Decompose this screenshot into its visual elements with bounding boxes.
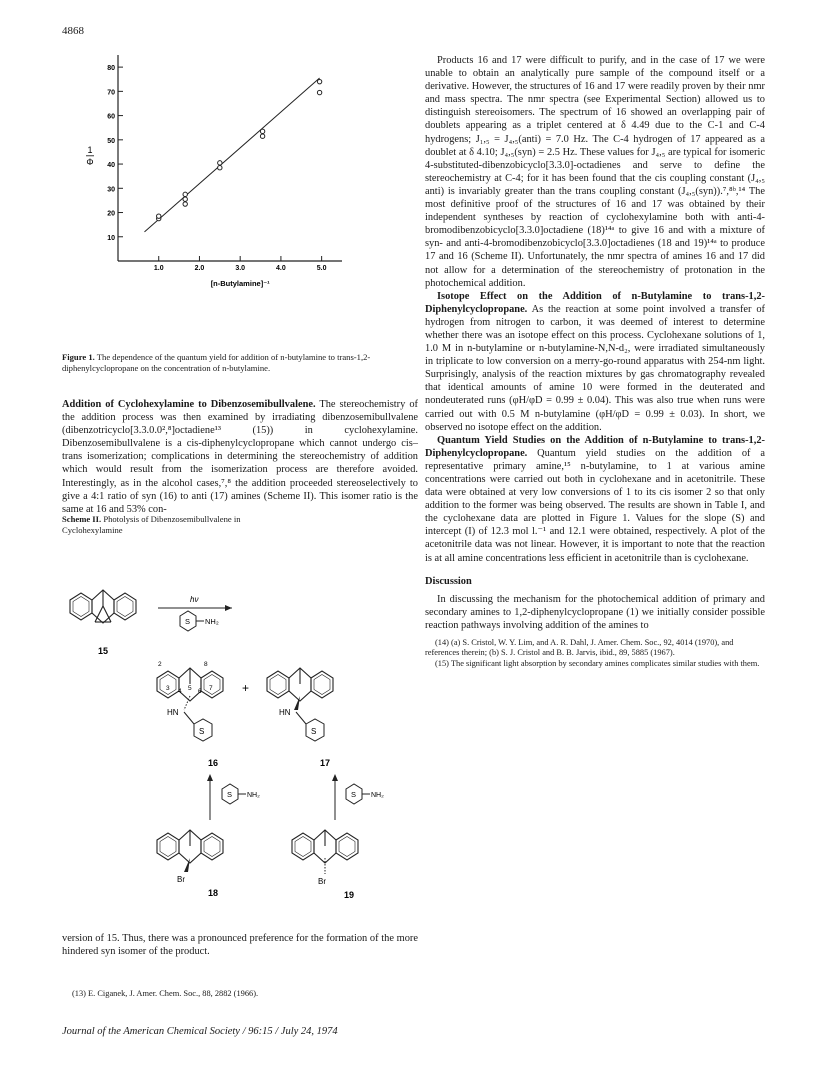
atom-number-2: 2 [158,661,162,668]
y-tick-label: 80 [107,65,115,73]
x-axis-label: [n-Butylamine]⁻¹ [210,279,270,288]
reagent-group-top: NH₂ [205,617,219,626]
compound-15-label: 15 [98,646,109,656]
left-continuation [62,932,418,958]
compound-19-structure [292,830,358,874]
data-point [260,129,264,133]
data-point [157,214,161,218]
right-paragraph-1: Products 16 and 17 were difficult to purify, and in the case of 17 we were unable to obtain an analytically pure sample of the compound itself or a derivative. However, the structures of 16 and 17 were readily proven by their nmr and mass spectra. The nmr spectra (see Experimental Section) allowed us to distinguish stereoisomers. The spectrum of 16 showed an overlapping pair of doublets appearing as a triplet centered at δ 4.49 due to the C-1 and C-4 hydrogens; J₁,₅ = J₄,₅(anti) = 7.0 Hz. The C-4 hydrogen of 17 appeared as a doublet at δ 4.10; J₄,₅(syn) = 2.5 Hz. These values for J₄,₅ are typical for isomeric 4-substituted-dibenzobicyclo[3.3.0]-octadienes and serve to define the stereochemistry at C-4; for it has been found that the cis coupling constant (J₄,₅ anti) is invariably greater than the trans coupling constant (J₄,₅(syn)).⁷,⁸ᵇ,¹⁴ The most definitive proof of the structures of 16 and 17 was obtained by their independent syntheses by reaction of cyclohexylamine both with anti-4-bromodibenzobicyclo[3.3.0]octadiene (18)¹⁴ᵃ to give 16 and with a mixture of syn- and anti-4-bromodibenzobicyclo[3.3.0]octadienes (18 and 19)¹⁴ᵃ to produce 17 and 16 (Scheme II). Unfortunately, the nmr spectra of amines 16 and 17 did not allow for a determination of the stereochemistry of protonation in the photochemical addition. [425,55,765,289]
compound-15-structure [70,590,136,623]
br-label-18: Br [177,875,185,884]
atom-number-4: 4 [178,688,182,695]
atom-number-3: 3 [166,685,170,692]
footnote-15: (15) The significant light absorption by secondary amines complicates similar studies with them. [435,658,760,668]
compound-19-label: 19 [344,890,355,900]
right-paragraph-2: As the reaction at some point involved a transfer of hydrogen from nitrogen to carbon, it was deemed of interest to determine whether there was an isotope effect on this process. Cyclohexane solutions of 1, 1.0 M in n-butylamine or n-butylamine-N,N-d₂, were irradiated simultaneously in triplicate to low conversion on a merry-go-round apparatus with 254-nm light. Surprisingly, analysis of the reaction mixtures by gas chromatography revealed that identical amounts of amine 10 were formed in the deuterated and nondeuterated runs (φH/φD = 0.99 ± 0.04). This was also true when runs were carried out with 0.5 M n-butylamine (φH/φD = 0.99 ± 0.03). In short, we observed no isotope effect on the addition. [425,303,766,433]
y-tick-label: 50 [107,137,115,145]
x-tick-label: 3.0 [235,265,246,272]
ring-s-label-16: S [199,727,205,736]
atom-number-7: 7 [209,685,213,692]
data-point [317,90,321,94]
data-point [183,197,187,201]
scheme-2-title-line2: Cyclohexylamine [62,524,123,535]
figure-1-chart [62,55,362,345]
footnote-14: (14) (a) S. Cristol, W. Y. Lim, and A. R. Dahl, J. Amer. Chem. Soc., 92, 4014 (1970), and references therein; (b) S. J. Cristol and B. B. Jarvis, ibid., 89, 5885 (1967). [425,638,734,658]
data-point [218,165,222,169]
data-point [183,192,187,196]
data-point [260,134,264,138]
footnote-13 [62,989,418,999]
compound-17-label: 17 [320,758,331,768]
y-tick-label: 70 [107,89,115,97]
reaction-arrowhead [225,605,232,611]
right-column [425,54,765,669]
x-tick-label: 5.0 [316,265,327,272]
y-axis-label-numerator: 1 [87,144,93,155]
scheme-2-title-line1: Photolysis of Dibenzosemibullvalene in [103,514,241,524]
figure-1-caption [62,352,418,373]
figure-1-label: Figure 1. [62,352,95,362]
plus-sign: + [242,681,250,695]
compound-18-structure [157,830,223,872]
left-continuation-text: version of 15. Thus, there was a pronounced preference for the formation of the more hindered syn isomer of the product. [62,933,418,958]
br-label-19: Br [318,877,326,886]
atom-number-6: 6 [198,688,202,695]
atom-number-5: 5 [188,685,192,692]
data-point [218,161,222,165]
reagent-group-right: NH₂ [371,792,384,799]
section-text-cyclohexylamine: The stereochemistry of the addition process was then examined by irradiating dibenzosemibullvalene (dibenzotricyclo[3.3.0.0²,⁸]octadiene¹³ (15)) in cyclohexylamine. Dibenzosemibullvalene is a cis-diphenylcyclopropane which cannot undergo cis–trans isomerization; complications in determining the stereochemistry of addition which would result from the isomerization process are therefore avoided. Interestingly, as in the alcohol cases,⁷,⁸ the addition proceeded stereoselectively to give a 4:1 ratio of syn (16) to anti (17) amines (Scheme II). This isomer ratio is the same at 16 and 53% con- [62,399,418,515]
scheme-2-label: Scheme II. [62,514,102,524]
y-tick-label: 30 [107,186,115,194]
fit-line [144,78,319,232]
reagent-ring-label-left: S [227,790,233,799]
right-paragraph-4: In discussing the mechanism for the photochemical addition of primary and secondary amines to 1,2-diphenylcyclopropane (1) we initially consider possible reaction pathways involving addition of the amines to [425,593,765,631]
section-heading-cyclohexylamine: Addition of Cyclohexylamine to Dibenzosemibullvalene. [62,399,316,410]
reagent-ring-label-top: S [185,617,191,626]
scheme-2-diagram [62,540,418,925]
scheme-2-title [62,514,418,535]
y-tick-label: 10 [107,234,115,242]
x-tick-label: 2.0 [194,265,205,272]
atom-number-8: 8 [204,661,208,668]
data-point [317,79,321,83]
left-section [62,398,418,516]
discussion-title: Discussion [425,575,472,587]
reagent-group-left: NH₂ [247,792,260,799]
y-axis-label-denominator: Φ [86,156,94,167]
x-tick-label: 1.0 [153,265,164,272]
ring-s-label-17: S [311,727,317,736]
footnote-13-text: (13) E. Ciganek, J. Amer. Chem. Soc., 88, 2882 (1966). [72,989,259,998]
compound-17-structure [267,668,333,741]
figure-1-text: The dependence of the quantum yield for addition of n-butylamine to trans-1,2-diphenylcyclopropane on the concentration of n-butylamine. [62,352,371,373]
hv-label: hν [190,595,199,604]
x-tick-label: 4.0 [276,265,286,272]
reagent-ring-label-right: S [351,790,357,799]
compound-16-structure [157,668,223,741]
y-tick-label: 60 [107,113,115,121]
compound-16-label: 16 [208,758,219,768]
data-point [183,202,187,206]
page-number: 4868 [62,25,84,37]
section-heading-isotope-effect: Isotope Effect on the Addition of n-Butylamine to trans-1,2-Diphenylcyclopropane. [425,290,765,315]
section-heading-quantum-yield: Quantum Yield Studies on the Addition of n-Butylamine to trans-1,2-Diphenylcyclopropane. [425,434,765,459]
compound-18-label: 18 [208,888,219,898]
right-paragraph-3: Quantum yield studies on the addition of a representative primary amine,¹⁵ n-butylamine, to 1 at various amine concentrations were carried out both in cyclohexane and in acetonitrile. These data were obtained at very low conversions of 1 to its cis isomer 2 so that only addition to the former was being observed. The results are shown in Table I, and the cyclohexane data are plotted in Figure 1. Values for the slope (S) and intercept (I) of 12.3 mol l.⁻¹ and 12.1 were obtained, respectively. A plot of the acetonitrile data was not linear. However, it is important to note that the reaction is at all amine concentrations less efficient in acetonitrile than is cyclohexane. [425,447,765,564]
y-tick-label: 40 [107,162,115,170]
journal-footer: Journal of the American Chemical Society / 96:15 / July 24, 1974 [62,1026,338,1037]
y-tick-label: 20 [107,210,115,218]
hn-label-17: HN [279,708,291,717]
hn-label-16: HN [167,708,179,717]
